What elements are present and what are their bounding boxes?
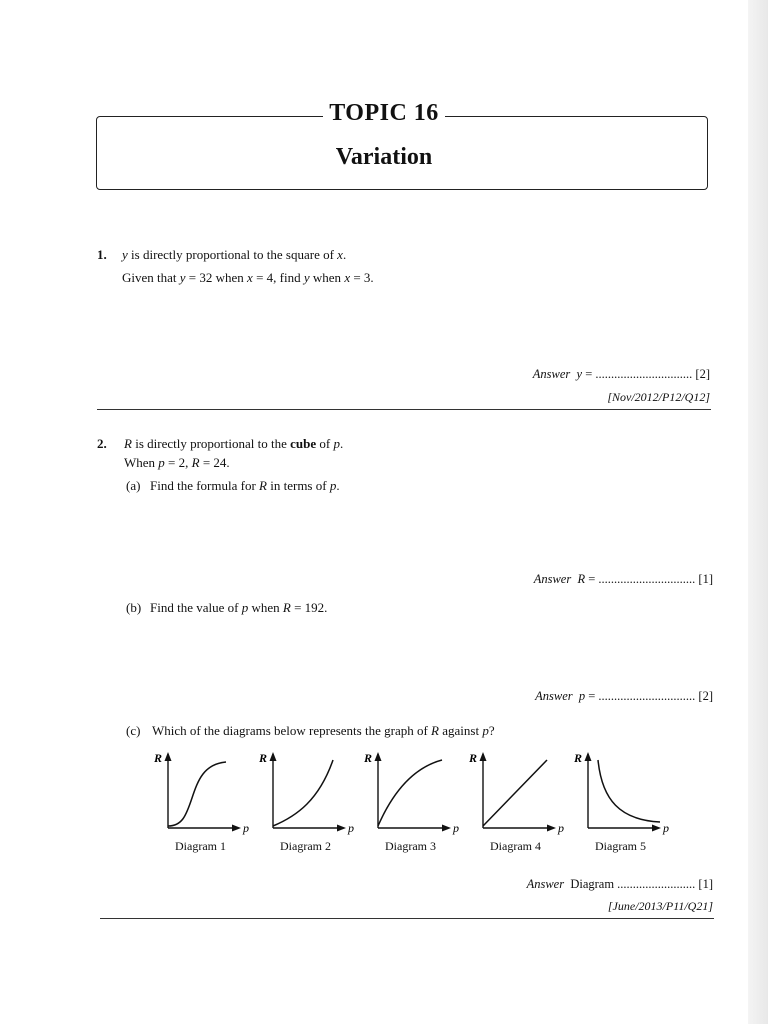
q2a-label: (a)	[126, 478, 141, 493]
q2b-answer-line[interactable]: Answer p = ............................... [2]	[535, 689, 713, 703]
y-axis-arrowhead	[585, 752, 592, 761]
q1-divider	[97, 409, 711, 410]
x-axis-arrowhead	[442, 825, 451, 832]
diagram-3-label: Diagram 3	[385, 839, 436, 853]
y-axis-label: R	[574, 751, 583, 765]
x-axis-label: p	[348, 821, 354, 835]
x-axis-label: p	[453, 821, 459, 835]
q2-statement: R is directly proportional to the cube of p.	[124, 436, 344, 451]
diagram-5-curve	[598, 760, 660, 822]
diagram-1	[152, 750, 252, 836]
q2b-question: Find the value of p when R = 192.	[150, 600, 328, 615]
q1-given: Given that y = 32 when x = 4, find y when x = 3.	[122, 270, 374, 285]
diagram-5	[572, 750, 672, 836]
diagram-4-label: Diagram 4	[490, 839, 541, 853]
diagram-4-curve	[483, 760, 547, 826]
diagram-1-graph	[152, 750, 252, 836]
topic-title: Variation	[335, 144, 433, 170]
diagram-2-graph	[257, 750, 357, 836]
y-axis-arrowhead	[480, 752, 487, 761]
q2-source-ref: [June/2013/P11/Q21]	[607, 899, 713, 913]
x-axis-arrowhead	[337, 825, 346, 832]
diagram-2-curve	[273, 760, 333, 826]
diagram-2-label: Diagram 2	[280, 839, 331, 853]
diagram-3-graph	[362, 750, 462, 836]
q1-number: 1.	[97, 247, 107, 262]
y-axis-label: R	[469, 751, 478, 765]
q2a-answer-line[interactable]: Answer R = ............................... [1]	[533, 572, 713, 586]
diagram-4	[467, 750, 567, 836]
y-axis-label: R	[259, 751, 268, 765]
q2c-answer-line[interactable]: Answer Diagram ......................... [1]	[526, 877, 713, 891]
y-axis-arrowhead	[270, 752, 277, 761]
q2-given: When p = 2, R = 24.	[124, 455, 230, 470]
y-axis-label: R	[364, 751, 373, 765]
diagram-1-label: Diagram 1	[175, 839, 226, 853]
x-axis-label: p	[663, 821, 669, 835]
q2-number: 2.	[97, 436, 107, 451]
x-axis-label: p	[243, 821, 249, 835]
diagram-4-graph	[467, 750, 567, 836]
q2c-question: Which of the diagrams below represents the graph of R against p?	[152, 723, 495, 738]
diagram-1-curve	[168, 762, 226, 826]
x-axis-label: p	[558, 821, 564, 835]
q2c-label: (c)	[126, 723, 141, 738]
q1-answer-line[interactable]: Answer y = ............................... [2]	[532, 367, 710, 381]
diagram-5-graph	[572, 750, 672, 836]
diagram-3	[362, 750, 462, 836]
q1-statement: y is directly proportional to the square of x.	[122, 247, 347, 262]
x-axis-arrowhead	[547, 825, 556, 832]
diagram-5-label: Diagram 5	[595, 839, 646, 853]
q1-source-ref: [Nov/2012/P12/Q12]	[607, 390, 710, 404]
q2-divider	[100, 918, 714, 919]
y-axis-arrowhead	[375, 752, 382, 761]
diagram-2	[257, 750, 357, 836]
q2a-question: Find the formula for R in terms of p.	[150, 478, 340, 493]
x-axis-arrowhead	[652, 825, 661, 832]
y-axis-label: R	[154, 751, 163, 765]
y-axis-arrowhead	[165, 752, 172, 761]
diagram-3-curve	[378, 760, 442, 826]
topic-label: TOPIC 16	[0, 100, 768, 127]
x-axis-arrowhead	[232, 825, 241, 832]
q2b-label: (b)	[126, 600, 142, 615]
